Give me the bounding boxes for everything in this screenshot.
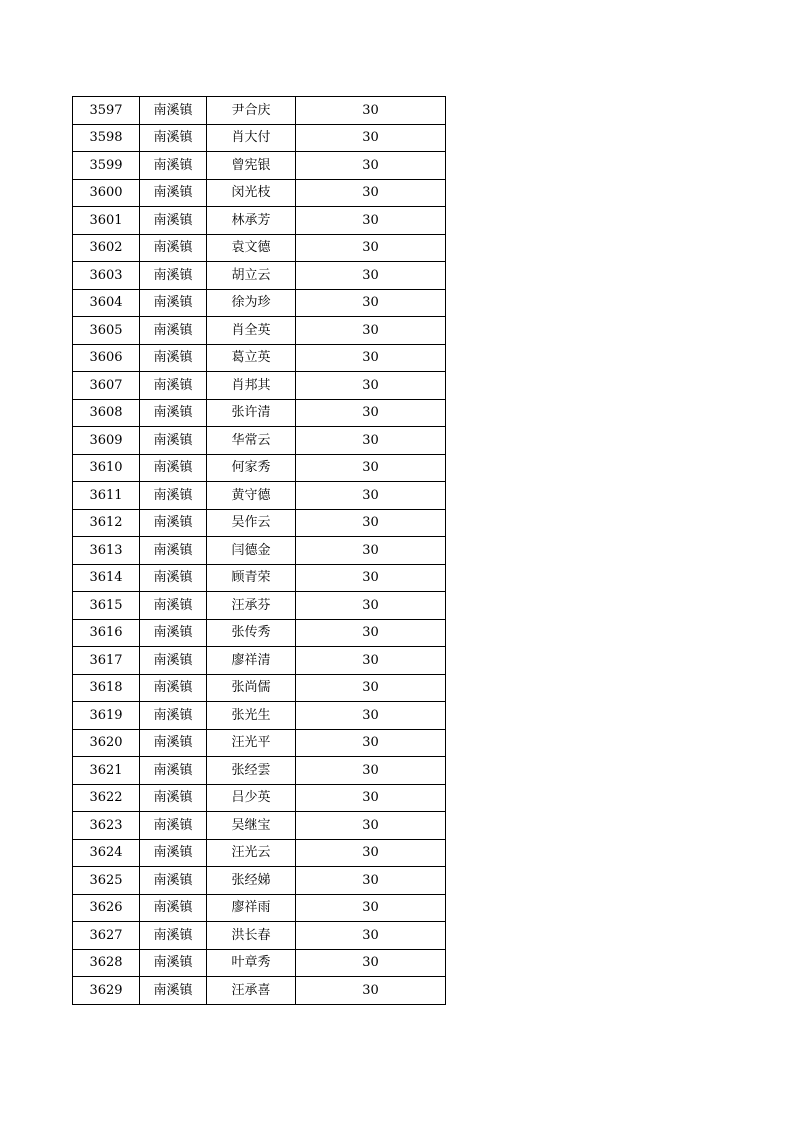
row-number-cell: 3623 xyxy=(73,812,140,840)
town-cell: 南溪镇 xyxy=(140,427,207,455)
table-row xyxy=(73,427,446,455)
town-cell: 南溪镇 xyxy=(140,97,207,125)
name-cell: 叶章秀 xyxy=(207,949,296,977)
row-number-cell: 3621 xyxy=(73,757,140,785)
name-cell: 何家秀 xyxy=(207,454,296,482)
table-row xyxy=(73,262,446,290)
table-row xyxy=(73,812,446,840)
town-cell: 南溪镇 xyxy=(140,399,207,427)
amount-cell: 30 xyxy=(296,207,446,235)
row-number-cell: 3601 xyxy=(73,207,140,235)
table-row xyxy=(73,729,446,757)
table-row xyxy=(73,179,446,207)
table-row xyxy=(73,894,446,922)
row-number-cell: 3611 xyxy=(73,482,140,510)
amount-cell: 30 xyxy=(296,317,446,345)
table-row xyxy=(73,784,446,812)
name-cell: 闫德金 xyxy=(207,537,296,565)
row-number-cell: 3618 xyxy=(73,674,140,702)
amount-cell: 30 xyxy=(296,262,446,290)
amount-cell: 30 xyxy=(296,124,446,152)
town-cell: 南溪镇 xyxy=(140,647,207,675)
roster-sheet xyxy=(72,96,446,1005)
town-cell: 南溪镇 xyxy=(140,949,207,977)
row-number-cell: 3610 xyxy=(73,454,140,482)
amount-cell: 30 xyxy=(296,427,446,455)
row-number-cell: 3628 xyxy=(73,949,140,977)
row-number-cell: 3599 xyxy=(73,152,140,180)
name-cell: 张经雲 xyxy=(207,757,296,785)
row-number-cell: 3604 xyxy=(73,289,140,317)
name-cell: 吕少英 xyxy=(207,784,296,812)
row-number-cell: 3609 xyxy=(73,427,140,455)
row-number-cell: 3606 xyxy=(73,344,140,372)
amount-cell: 30 xyxy=(296,702,446,730)
name-cell: 曾宪银 xyxy=(207,152,296,180)
name-cell: 吴作云 xyxy=(207,509,296,537)
table-row xyxy=(73,867,446,895)
amount-cell: 30 xyxy=(296,839,446,867)
row-number-cell: 3620 xyxy=(73,729,140,757)
name-cell: 汪承喜 xyxy=(207,977,296,1005)
name-cell: 张许清 xyxy=(207,399,296,427)
row-number-cell: 3603 xyxy=(73,262,140,290)
table-row xyxy=(73,509,446,537)
name-cell: 张传秀 xyxy=(207,619,296,647)
amount-cell: 30 xyxy=(296,97,446,125)
name-cell: 吴继宝 xyxy=(207,812,296,840)
table-row xyxy=(73,207,446,235)
name-cell: 洪长春 xyxy=(207,922,296,950)
name-cell: 张经娣 xyxy=(207,867,296,895)
name-cell: 华常云 xyxy=(207,427,296,455)
town-cell: 南溪镇 xyxy=(140,757,207,785)
table-row xyxy=(73,97,446,125)
amount-cell: 30 xyxy=(296,757,446,785)
table-row xyxy=(73,674,446,702)
amount-cell: 30 xyxy=(296,592,446,620)
table-row xyxy=(73,454,446,482)
row-number-cell: 3627 xyxy=(73,922,140,950)
name-cell: 黄守德 xyxy=(207,482,296,510)
town-cell: 南溪镇 xyxy=(140,482,207,510)
town-cell: 南溪镇 xyxy=(140,317,207,345)
town-cell: 南溪镇 xyxy=(140,372,207,400)
table-row xyxy=(73,564,446,592)
town-cell: 南溪镇 xyxy=(140,922,207,950)
town-cell: 南溪镇 xyxy=(140,207,207,235)
town-cell: 南溪镇 xyxy=(140,454,207,482)
table-row xyxy=(73,152,446,180)
name-cell: 廖祥雨 xyxy=(207,894,296,922)
table-row xyxy=(73,399,446,427)
row-number-cell: 3625 xyxy=(73,867,140,895)
town-cell: 南溪镇 xyxy=(140,262,207,290)
row-number-cell: 3624 xyxy=(73,839,140,867)
name-cell: 张光生 xyxy=(207,702,296,730)
table-row xyxy=(73,344,446,372)
table-row xyxy=(73,647,446,675)
name-cell: 张尚儒 xyxy=(207,674,296,702)
table-row xyxy=(73,922,446,950)
town-cell: 南溪镇 xyxy=(140,702,207,730)
town-cell: 南溪镇 xyxy=(140,729,207,757)
row-number-cell: 3613 xyxy=(73,537,140,565)
row-number-cell: 3626 xyxy=(73,894,140,922)
town-cell: 南溪镇 xyxy=(140,867,207,895)
row-number-cell: 3602 xyxy=(73,234,140,262)
amount-cell: 30 xyxy=(296,949,446,977)
table-row xyxy=(73,234,446,262)
row-number-cell: 3614 xyxy=(73,564,140,592)
amount-cell: 30 xyxy=(296,867,446,895)
amount-cell: 30 xyxy=(296,372,446,400)
town-cell: 南溪镇 xyxy=(140,152,207,180)
name-cell: 汪承芬 xyxy=(207,592,296,620)
name-cell: 肖全英 xyxy=(207,317,296,345)
amount-cell: 30 xyxy=(296,977,446,1005)
town-cell: 南溪镇 xyxy=(140,674,207,702)
table-row xyxy=(73,757,446,785)
town-cell: 南溪镇 xyxy=(140,509,207,537)
row-number-cell: 3622 xyxy=(73,784,140,812)
name-cell: 廖祥清 xyxy=(207,647,296,675)
name-cell: 肖大付 xyxy=(207,124,296,152)
table-row xyxy=(73,977,446,1005)
amount-cell: 30 xyxy=(296,399,446,427)
amount-cell: 30 xyxy=(296,344,446,372)
table-row xyxy=(73,372,446,400)
name-cell: 尹合庆 xyxy=(207,97,296,125)
town-cell: 南溪镇 xyxy=(140,537,207,565)
amount-cell: 30 xyxy=(296,812,446,840)
table-row xyxy=(73,124,446,152)
row-number-cell: 3597 xyxy=(73,97,140,125)
row-number-cell: 3608 xyxy=(73,399,140,427)
amount-cell: 30 xyxy=(296,234,446,262)
town-cell: 南溪镇 xyxy=(140,839,207,867)
town-cell: 南溪镇 xyxy=(140,289,207,317)
table-row xyxy=(73,537,446,565)
row-number-cell: 3615 xyxy=(73,592,140,620)
town-cell: 南溪镇 xyxy=(140,124,207,152)
amount-cell: 30 xyxy=(296,509,446,537)
roster-table xyxy=(72,96,446,1005)
amount-cell: 30 xyxy=(296,894,446,922)
name-cell: 汪光平 xyxy=(207,729,296,757)
amount-cell: 30 xyxy=(296,289,446,317)
amount-cell: 30 xyxy=(296,674,446,702)
roster-table-body xyxy=(73,97,446,1005)
town-cell: 南溪镇 xyxy=(140,894,207,922)
name-cell: 林承芳 xyxy=(207,207,296,235)
town-cell: 南溪镇 xyxy=(140,812,207,840)
table-row xyxy=(73,619,446,647)
row-number-cell: 3612 xyxy=(73,509,140,537)
row-number-cell: 3619 xyxy=(73,702,140,730)
town-cell: 南溪镇 xyxy=(140,592,207,620)
amount-cell: 30 xyxy=(296,454,446,482)
amount-cell: 30 xyxy=(296,784,446,812)
table-row xyxy=(73,949,446,977)
amount-cell: 30 xyxy=(296,179,446,207)
town-cell: 南溪镇 xyxy=(140,344,207,372)
row-number-cell: 3605 xyxy=(73,317,140,345)
amount-cell: 30 xyxy=(296,482,446,510)
row-number-cell: 3607 xyxy=(73,372,140,400)
amount-cell: 30 xyxy=(296,152,446,180)
town-cell: 南溪镇 xyxy=(140,234,207,262)
town-cell: 南溪镇 xyxy=(140,619,207,647)
row-number-cell: 3616 xyxy=(73,619,140,647)
town-cell: 南溪镇 xyxy=(140,784,207,812)
table-row xyxy=(73,289,446,317)
name-cell: 徐为珍 xyxy=(207,289,296,317)
row-number-cell: 3617 xyxy=(73,647,140,675)
town-cell: 南溪镇 xyxy=(140,977,207,1005)
amount-cell: 30 xyxy=(296,647,446,675)
name-cell: 闵光枝 xyxy=(207,179,296,207)
name-cell: 胡立云 xyxy=(207,262,296,290)
table-row xyxy=(73,839,446,867)
name-cell: 葛立英 xyxy=(207,344,296,372)
table-row xyxy=(73,317,446,345)
row-number-cell: 3600 xyxy=(73,179,140,207)
amount-cell: 30 xyxy=(296,729,446,757)
row-number-cell: 3598 xyxy=(73,124,140,152)
town-cell: 南溪镇 xyxy=(140,179,207,207)
name-cell: 顾青荣 xyxy=(207,564,296,592)
table-row xyxy=(73,592,446,620)
amount-cell: 30 xyxy=(296,619,446,647)
name-cell: 汪光云 xyxy=(207,839,296,867)
amount-cell: 30 xyxy=(296,537,446,565)
town-cell: 南溪镇 xyxy=(140,564,207,592)
name-cell: 肖邦其 xyxy=(207,372,296,400)
table-row xyxy=(73,702,446,730)
row-number-cell: 3629 xyxy=(73,977,140,1005)
name-cell: 袁文德 xyxy=(207,234,296,262)
amount-cell: 30 xyxy=(296,564,446,592)
amount-cell: 30 xyxy=(296,922,446,950)
table-row xyxy=(73,482,446,510)
